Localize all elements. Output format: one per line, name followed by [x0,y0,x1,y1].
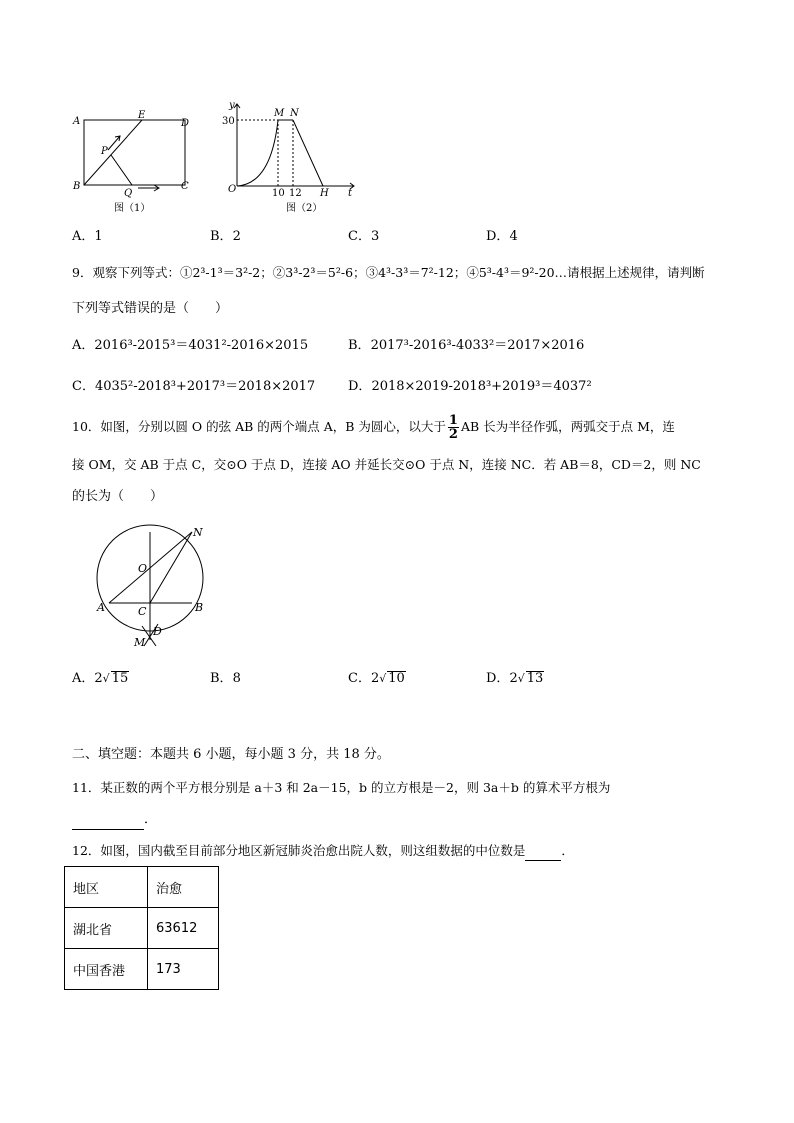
table-header-cell: 治愈 [148,867,219,908]
fig1-label-B: B [73,181,81,192]
fig1-label-A: A [73,116,81,127]
q10-fig-label-A: A [97,601,105,614]
fig2-caption: 图（2） [286,203,323,214]
q10-option-d: D．2√ 13 [486,671,544,686]
fig2-label-10: 10 [272,188,285,199]
q10-fig-label-M: M [134,636,146,649]
fraction-one-half: $\frac{1}{2}$ [448,413,458,442]
q11-stem-line-2: ． [72,811,732,830]
table-cell: 63612 [148,908,219,949]
fig1-label-D: D [181,118,190,129]
q10-fig-label-C: C [138,605,147,618]
fig1-label-E: E [138,110,146,121]
fig1-label-C: C [181,181,189,192]
q10-fig-label-B: B [195,601,204,614]
q12-answer-blank[interactable] [525,842,561,861]
q9-option-b: B．2017³-2016³-4033²＝2017×2016 [348,338,585,353]
q10-option-b: B．8 [210,671,241,686]
fig2-label-t: t [348,188,353,199]
q8-figure-1 [68,108,198,218]
q8-figure-2 [216,98,366,218]
fig2-label-N: N [290,108,299,119]
q9-stem-line-2: 下列等式错误的是（ ） [72,301,229,316]
q10-option-c: C．2√ 10 [348,671,405,686]
q10-stem-line-2: 接 OM，交 AB 于点 C，交⊙O 于点 D，连接 AO 并延长交⊙O 于点 N，连接 NC．若 AB＝8，CD＝2，则 NC [72,457,701,472]
q10-fig-label-D: D [153,625,162,638]
table-row [65,908,219,949]
q8-option-a: A．1 [72,229,103,244]
q10-stem-line-1: 10．如图，分别以圆 O 的弦 AB 的两个端点 A，B 为圆心，以大于 $\frac{1}{2}$ AB 长为半径作弧，两弧交于点 M，连 [72,413,675,442]
q10-circle-figure [88,518,218,653]
q12-data-table [64,866,219,990]
q10-option-a: A．2√ 15 [72,671,129,686]
section-2-title: 二、填空题：本题共 6 小题，每小题 3 分，共 18 分。 [72,747,390,762]
table-row [65,949,219,990]
table-cell: 173 [148,949,219,990]
q8-option-c: C．3 [348,229,380,244]
q10-stem-line-3: 的长为（ ） [72,489,164,504]
q11-answer-blank[interactable] [72,811,144,830]
q8-option-d: D．4 [486,229,518,244]
table-cell: 湖北省 [65,908,148,949]
fig2-label-30: 30 [222,116,235,127]
table-cell: 中国香港 [65,949,148,990]
table-header-cell: 地区 [65,867,148,908]
q12-stem: 12．如图，国内截至目前部分地区新冠肺炎治愈出院人数，则这组数据的中位数是 ． [72,842,732,861]
fig2-label-y: y [229,100,235,111]
fig2-label-M: M [274,108,285,119]
table-header-row [65,867,219,908]
fig2-label-H: H [320,188,329,199]
q9-option-a: A．2016³-2015³＝4031²-2016×2015 [72,338,309,353]
q8-option-b: B．2 [210,229,241,244]
fig1-caption: 图（1） [114,203,151,214]
fig2-label-12: 12 [289,188,302,199]
fig1-label-Q: Q [124,188,133,199]
q10-fig-label-N: N [193,526,203,539]
q9-option-d: D．2018×2019-2018³+2019³＝4037² [348,379,592,394]
fig1-label-P: P [101,146,108,157]
q9-option-c: C．4035²-2018³+2017³＝2018×2017 [72,379,316,394]
q11-stem-line-1: 11．某正数的两个平方根分别是 a＋3 和 2a－15，b 的立方根是－2，则 3a＋b 的算术平方根为 [72,780,611,795]
fig2-label-O: O [228,184,237,195]
q9-stem-line-1: 9．观察下列等式：①2³-1³＝3²-2；②3³-2³＝5²-6；③4³-3³＝7²-12；④5³-4³＝9²-20…请根据上述规律，请判断 [72,265,705,280]
q10-fig-label-O: O [138,562,148,575]
